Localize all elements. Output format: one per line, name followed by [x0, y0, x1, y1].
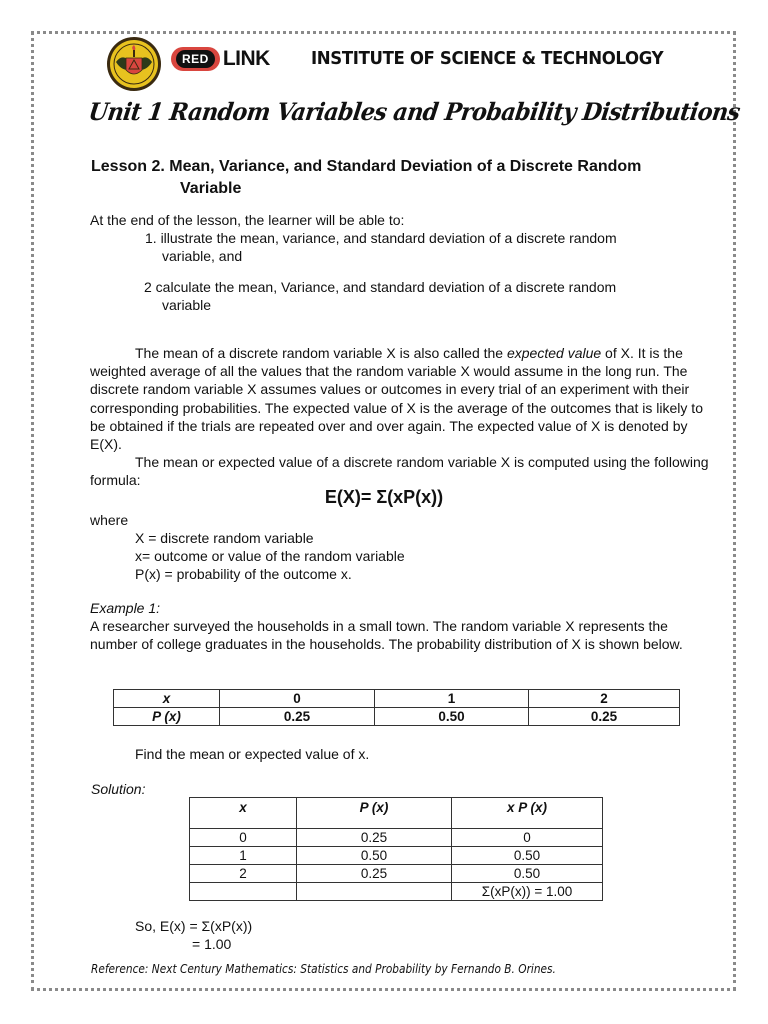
header-px: P (x) [297, 798, 452, 829]
expected-value-term: expected value [506, 345, 602, 361]
paragraph-formula-intro: The mean or expected value of a discrete random variable X is computed using the following formula: [90, 454, 709, 489]
brand-red-text: RED [176, 50, 215, 68]
sum-cell: Σ(xP(x)) = 1.00 [452, 883, 603, 901]
paragraph-expected-value [90, 344, 710, 453]
cell: 0.50 [452, 847, 603, 865]
cell: 0.25 [297, 829, 452, 847]
p1-text: The mean of a discrete random variable X is also called the [135, 345, 507, 361]
solution-label: Solution: [91, 781, 146, 797]
cell: 2 [190, 865, 297, 883]
cell-p-1: 0.50 [375, 708, 529, 726]
probability-distribution-table [113, 689, 680, 726]
lesson-title-line2: Variable [180, 180, 242, 197]
example-question: Find the mean or expected value of x. [135, 746, 370, 762]
row-header-x: x [114, 690, 220, 708]
definition-x: x= outcome or value of the random variable [135, 548, 405, 564]
example-label: Example 1: [90, 600, 161, 616]
cell [297, 883, 452, 901]
objectives-intro: At the end of the lesson, the learner will be able to: [90, 212, 405, 228]
reference-citation: Reference: Next Century Mathematics: Statistics and Probability by Fernando B. Orines. [91, 962, 556, 976]
cell-p-2: 0.25 [529, 708, 680, 726]
header-xpx: x P (x) [452, 798, 603, 829]
objective-1-line2: variable, and [162, 248, 243, 264]
redlink-logo [171, 46, 270, 72]
objective-2-line2: variable [162, 297, 212, 313]
body-text [90, 344, 710, 490]
result-line-1: So, E(x) = Σ(xP(x)) [135, 918, 253, 934]
example-text: A researcher surveyed the households in a small town. The random variable X represents the number of college graduates in the households. The probability distribution of X is shown below. [90, 618, 683, 653]
cell-p-0: 0.25 [220, 708, 375, 726]
cell-x-0: 0 [220, 690, 375, 708]
unit-title: Unit 1 Random Variables and Probability Distributions [86, 97, 742, 126]
table-row [190, 847, 603, 865]
cell: 0.50 [297, 847, 452, 865]
definition-X: X = discrete random variable [135, 530, 314, 546]
where-label: where [90, 512, 129, 528]
table-row [190, 829, 603, 847]
expected-value-formula: E(X)= Σ(xP(x)) [324, 487, 444, 507]
lesson-title-line1: Lesson 2. Mean, Variance, and Standard Deviation of a Discrete Random [91, 158, 642, 175]
cell: 1 [190, 847, 297, 865]
lesson-title [91, 156, 641, 200]
objective-1-line1: 1. illustrate the mean, variance, and standard deviation of a discrete random [145, 230, 617, 246]
objective-2-line1: 2 calculate the mean, Variance, and standard deviation of a discrete random [144, 279, 617, 295]
cell-x-1: 1 [375, 690, 529, 708]
row-header-px: P (x) [114, 708, 220, 726]
definition-Px: P(x) = probability of the outcome x. [135, 566, 352, 582]
solution-table [189, 797, 603, 901]
header-x: x [190, 798, 297, 829]
cell [190, 883, 297, 901]
cell: 0 [190, 829, 297, 847]
school-seal-logo [106, 36, 162, 92]
result-line-2: = 1.00 [192, 936, 232, 952]
cell-x-2: 2 [529, 690, 680, 708]
p1-text-rest: of X. It is the weighted average of all the values that the random variable X would assume in the long run. The discrete random variable X assumes values or outcomes in every trial of an experiment with their corresponding probabilities. The expected value of X is the average of the outcomes that is likely to be obtained if the trials are repeated over and over again. The expected value of X is denoted by E(X). [90, 345, 703, 453]
table-row [114, 708, 680, 726]
cell: 0 [452, 829, 603, 847]
table-row [114, 690, 680, 708]
table-row-total [190, 883, 603, 901]
cell: 0.25 [297, 865, 452, 883]
table-header-row [190, 798, 603, 829]
table-row [190, 865, 603, 883]
institute-name: INSTITUTE OF SCIENCE & TECHNOLOGY [311, 48, 664, 69]
cell: 0.50 [452, 865, 603, 883]
brand-link-text: LINK [222, 47, 270, 70]
